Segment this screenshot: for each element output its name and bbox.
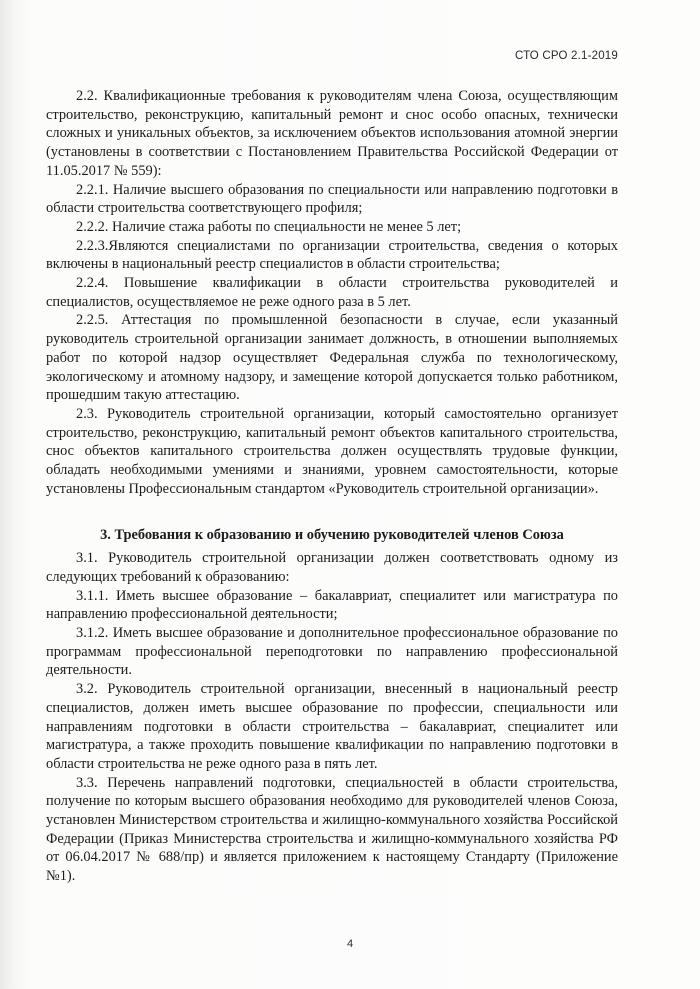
paragraph-2-2-2: 2.2.2. Наличие стажа работы по специальности не менее 5 лет;: [76, 218, 462, 235]
paragraph-2-2-5: 2.2.5. Аттестация по промышленной безопасности в случае, если указанный руководитель строительной организации занимает должность, в отношении выполняемых работ по которой надзор осуществляет Федеральная служба по технологическому, экологическому и атомному надзору, и замещение которой допускается только работником, прошедшим такую аттестацию.: [46, 312, 618, 404]
paragraph-3-1: 3.1. Руководитель строительной организации должен соответствовать одному из следующих требований к образованию:: [46, 550, 618, 585]
page-number: 4: [346, 938, 354, 950]
paragraph-2-2-1: 2.2.1. Наличие высшего образования по специальности или направлению подготовки в области строительства соответствующего профиля;: [46, 181, 618, 217]
section-heading: 3. Требования к образованию и обучению руководителей членов Союза: [100, 527, 564, 544]
paragraph-3-2: 3.2. Руководитель строительной организации, внесенный в национальный реестр специалистов, должен иметь высшее образование по профессии, специальности или направлениям подготовки в области строительства – бакалавриат, специалитет или магистратура, а также проходить повышение квалификации по направлению подготовки в области строительства не реже одного раза в пять лет.: [46, 681, 618, 772]
paragraph-2-2: 2.2. Квалификационные требования к руководителям члена Союза, осуществляющим строительство, реконструкцию, капитальный ремонт и снос особо опасных, технически сложных и уникальных объектов, за исключением объектов использования атомной энергии (установлены в соответствии с Постановлением Правительства Российской Федерации от 11.05.2017 № 559):: [46, 88, 618, 179]
document-body: [46, 87, 618, 886]
paragraph-2-2-3: 2.2.3.Являются специалистами по организации строительства, сведения о которых включены в национальный реестр специалистов в области строительства;: [46, 237, 618, 273]
paragraph-2-3: 2.3. Руководитель строительной организации, который самостоятельно организует строительство, реконструкцию, капитальный ремонт объектов капитального строительства, снос объектов капитального строительства должен осуществлять трудовые функции, обладать необходимыми умениями и знаниями, уровнем самостоятельности, которые установлены Профессиональным стандартом «Руководитель строительной организации».: [46, 405, 618, 497]
document-id: СТО СРО 2.1-2019: [514, 50, 618, 62]
paragraph-3-3: 3.3. Перечень направлений подготовки, специальностей в области строительства, получение по которым высшего образования необходимо для руководителей членов Союза, установлен Министерством строительства и жилищно-коммунального хозяйства Российской Федерации (Приказ Министерства строительства и жилищно-коммунального хозяйства РФ от 06.04.2017 № 688/пр) и является приложением к настоящему Стандарту (Приложение №1).: [46, 774, 618, 885]
paragraph-3-1-1: 3.1.1. Иметь высшее образование – бакалавриат, специалитет или магистратура по направлению профессиональной деятельности;: [46, 587, 618, 623]
paragraph-2-2-4: 2.2.4. Повышение квалификации в области строительства руководителей и специалистов, осуществляемое не реже одного раза в 5 лет.: [46, 275, 618, 310]
paragraph-3-1-2: 3.1.2. Иметь высшее образование и дополнительное профессиональное образование по программам профессиональной переподготовки по направлению профессиональной деятельности.: [46, 624, 618, 679]
